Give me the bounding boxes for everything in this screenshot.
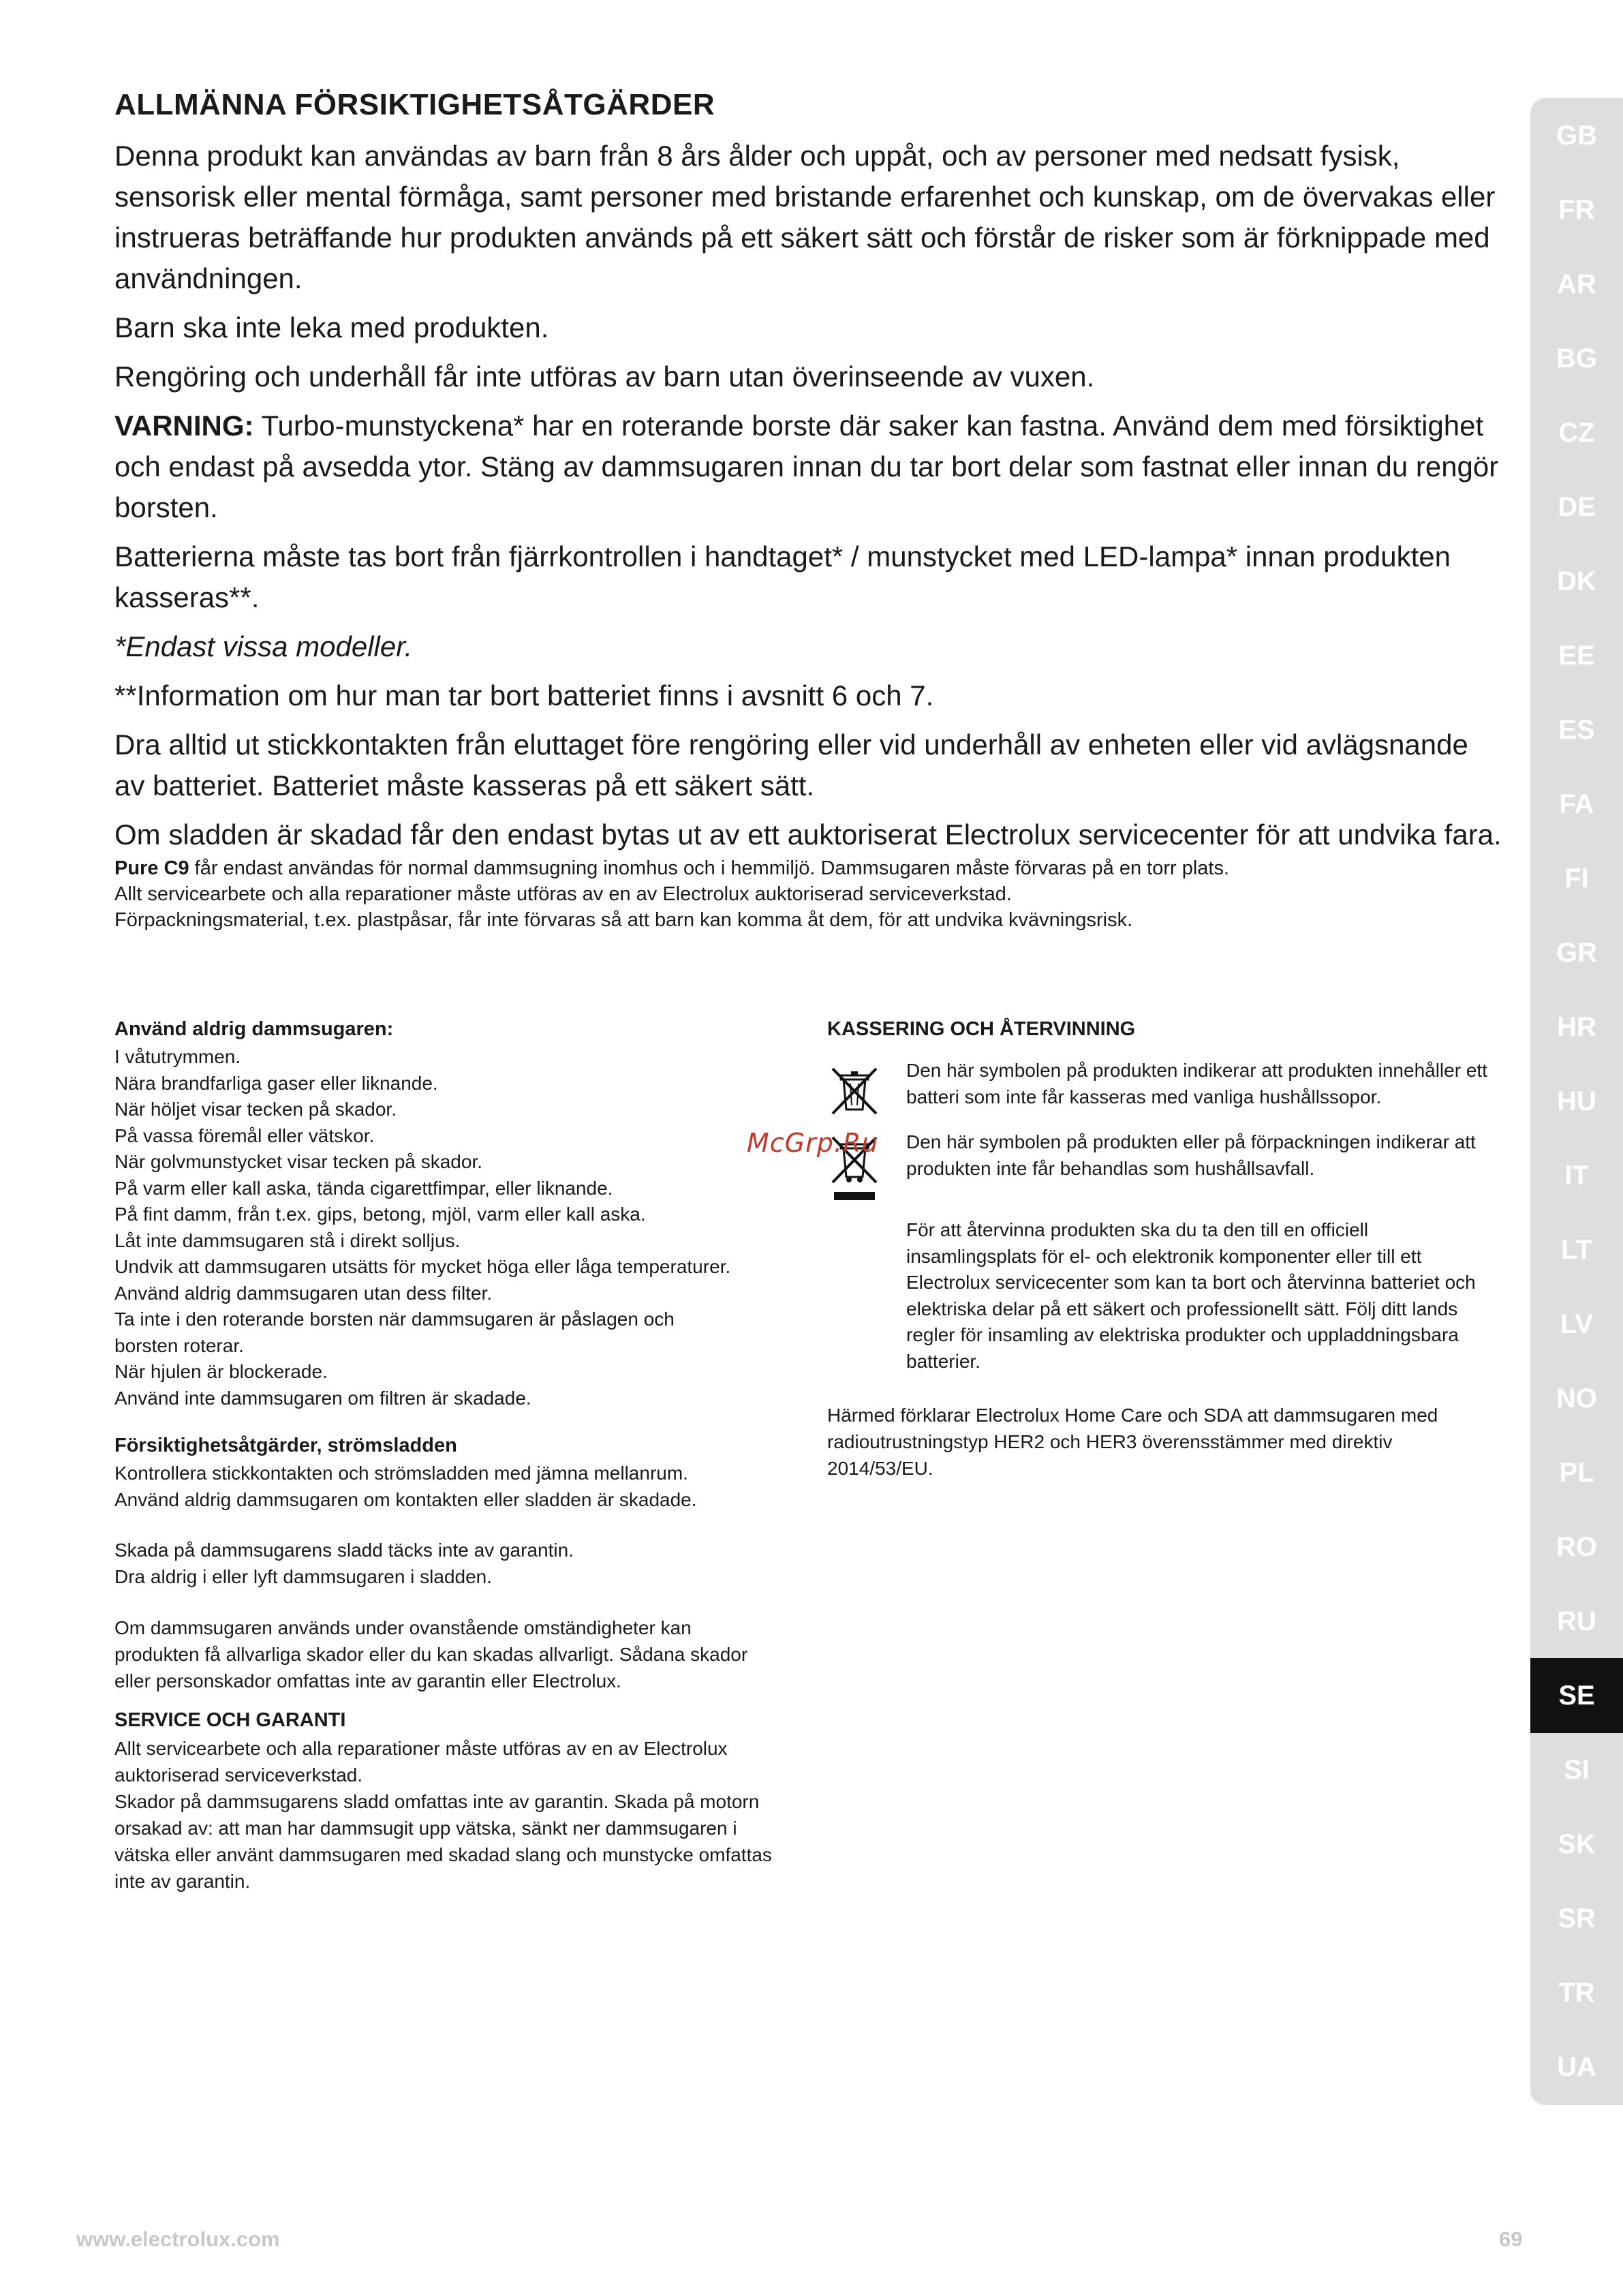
cord-precautions-heading: Försiktighetsåtgärder, strömsladden [114, 1435, 457, 1456]
list-item: På varm eller kall aska, tända cigarettfimpar, eller liknande. [114, 1177, 613, 1199]
language-tab-gb[interactable]: GB [1556, 120, 1597, 151]
recycling-weee-text: Den här symbolen på produkten eller på förpackningen indikerar att produkten inte får behandlas som hushållsavfall. [906, 1131, 1476, 1179]
page-number: 69 [1499, 2227, 1523, 2251]
list-item: När golvmunstycket visar tecken på skador. [114, 1151, 483, 1172]
paragraph-children-play: Barn ska inte leka med produkten. [114, 311, 549, 343]
warning-text: Turbo-munstyckena* har en roterande borste där saker kan fastna. Använd dem med försiktighet och endast på avsedda ytor. Stäng av dammsugaren innan du tar bort delar som fastnat eller innan du rengör borsten. [114, 409, 1499, 523]
service-paragraph: Allt servicearbete och alla reparationer måste utföras av en av Electrolux auktoriserad serviceverkstad. [114, 1738, 728, 1786]
language-tab-gr[interactable]: GR [1556, 937, 1597, 968]
left-column [114, 1015, 809, 1895]
list-item: Dra aldrig i eller lyft dammsugaren i sladden. [114, 1565, 493, 1587]
language-tab-sk[interactable]: SK [1558, 1828, 1596, 1859]
declaration-of-conformity: Härmed förklarar Electrolux Home Care och SDA att dammsugaren med radioutrustningstyp HER2 och HER3 överensstämmer med direktiv 2014/53/EU. [827, 1405, 1438, 1479]
list-item: Kontrollera stickkontakten och strömsladden med jämna mellanrum. [114, 1463, 688, 1484]
note-pure-c9-text: får endast användas för normal dammsugning inomhus och i hemmiljö. Dammsugaren måste förvaras på en torr plats. [189, 857, 1230, 879]
paragraph-some-models: *Endast vissa modeller. [114, 630, 413, 662]
paragraph-warning [114, 405, 1504, 528]
warranty-paragraph: Skador på dammsugarens sladd omfattas inte av garantin. Skada på motorn orsakad av: att man har dammsugit upp vätska, sänkt ner dammsugaren i vätska eller använt dammsugaren med skadad slang och munstycke omfattas inte av garantin. [114, 1791, 772, 1892]
list-item: Undvik att dammsugaren utsätts för mycket höga eller låga temperaturer. [114, 1256, 731, 1277]
language-tab-fi[interactable]: FI [1564, 863, 1589, 893]
paragraph-battery-info: **Information om hur man tar bort batteriet finns i avsnitt 6 och 7. [114, 679, 934, 711]
language-tab-fa[interactable]: FA [1559, 789, 1594, 819]
recycling-heading: KASSERING OCH ÅTERVINNING [827, 1018, 1136, 1040]
language-tab-sr[interactable]: SR [1558, 1903, 1596, 1933]
note-service: Allt servicearbete och alla reparationer måste utföras av en av Electrolux auktoriserad serviceverkstad. [114, 883, 1012, 905]
recycling-battery-text: Den här symbolen på produkten indikerar att produkten innehåller ett batteri som inte får kasseras med vanliga hushållssopor. [906, 1060, 1487, 1107]
language-tab-lt[interactable]: LT [1561, 1234, 1592, 1265]
small-notes [114, 855, 1504, 933]
note-pure-c9 [114, 855, 1504, 881]
never-use-list [114, 1044, 809, 1411]
note-packaging: Förpackningsmaterial, t.ex. plastpåsar, får inte förvaras så att barn kan komma åt dem, för att undvika kvävningsrisk. [114, 908, 1133, 931]
paragraph-cleaning: Rengöring och underhåll får inte utföras av barn utan överinseende av vuxen. [114, 360, 1095, 393]
paragraph-unplug: Dra alltid ut stickkontakten från eluttaget före rengöring eller vid underhåll av enheten eller vid avlägsnande av batteriet. Batteriet måste kasseras på ett säkert sätt. [114, 728, 1468, 801]
damage-warning-paragraph: Om dammsugaren används under ovanstående omständigheter kan produkten få allvarliga skador eller du kan skadas allvarligt. Sådana skador eller personskador omfattas inte av garantin eller Electrolux. [114, 1617, 748, 1692]
list-item: Använd aldrig dammsugaren utan dess filter. [114, 1282, 493, 1304]
language-tab-ua[interactable]: UA [1557, 2051, 1596, 2082]
language-tab-se-active[interactable]: SE [1530, 1658, 1623, 1733]
list-item: Använd aldrig dammsugaren om kontakten eller sladden är skadade. [114, 1488, 697, 1510]
language-tab-pl[interactable]: PL [1559, 1457, 1594, 1488]
language-tab-es[interactable]: ES [1558, 714, 1595, 745]
list-item: Använd inte dammsugaren om filtren är skadade. [114, 1387, 531, 1409]
right-column [827, 1015, 1502, 1482]
list-item: Låt inte dammsugaren stå i direkt solljus. [114, 1229, 461, 1251]
recycling-weee-row [827, 1129, 1502, 1206]
language-tab-ru[interactable]: RU [1557, 1606, 1596, 1636]
paragraph-cord-damage: Om sladden är skadad får den endast bytas ut av ett auktoriserat Electrolux servicecenter för att undvika fara. [114, 818, 1502, 851]
watermark: McGrp.Ru [747, 1128, 879, 1158]
cord-warranty-list [114, 1537, 809, 1590]
service-warranty-heading: SERVICE OCH GARANTI [114, 1709, 346, 1731]
language-sidebar [1530, 98, 1623, 2105]
language-tab-bg[interactable]: BG [1556, 343, 1597, 373]
language-tab-dk[interactable]: DK [1557, 566, 1596, 596]
list-item: När höljet visar tecken på skador. [114, 1099, 397, 1120]
list-item: På vassa föremål eller vätskor. [114, 1124, 375, 1146]
list-item: I våtutrymmen. [114, 1046, 241, 1067]
language-tab-it[interactable]: IT [1564, 1160, 1589, 1191]
crossed-bin-battery-icon [827, 1058, 895, 1121]
recycling-instructions: För att återvinna produkten ska du ta den till en officiell insamlingsplats för el- och elektronik komponenter eller till ett Electrolux servicecenter som kan ta bort och återvinna batteriet och elektriska delar på ett säkert och professionellt sätt. Följ ditt lands regler för insamling av elektriska produkter och uppladdningsbara batterier. [906, 1219, 1476, 1372]
list-item: Ta inte i den roterande borsten när dammsugaren är påslagen och borsten roterar. [114, 1308, 675, 1356]
language-tab-si[interactable]: SI [1564, 1754, 1590, 1785]
list-item: När hjulen är blockerade. [114, 1361, 328, 1382]
language-tab-cz[interactable]: CZ [1558, 417, 1595, 448]
never-use-heading: Använd aldrig dammsugaren: [114, 1018, 394, 1040]
list-item: Skada på dammsugarens sladd täcks inte av garantin. [114, 1540, 574, 1561]
language-tab-lv[interactable]: LV [1560, 1308, 1594, 1339]
general-precautions-section [114, 87, 1504, 933]
language-tab-hu[interactable]: HU [1557, 1086, 1596, 1116]
language-tab-hr[interactable]: HR [1557, 1011, 1596, 1042]
warning-label: VARNING: [114, 409, 254, 442]
list-item: Nära brandfarliga gaser eller liknande. [114, 1072, 438, 1094]
recycling-battery-row [827, 1058, 1502, 1121]
paragraph-batteries: Batterierna måste tas bort från fjärrkontrollen i handtaget* / munstycket med LED-lampa* innan produkten kasseras**. [114, 540, 1451, 613]
language-tab-no[interactable]: NO [1556, 1383, 1597, 1413]
page-title: ALLMÄNNA FÖRSIKTIGHETSÅTGÄRDER [114, 88, 715, 121]
language-tab-de[interactable]: DE [1558, 491, 1596, 522]
language-tab-ee[interactable]: EE [1558, 640, 1595, 671]
footer-website-link[interactable]: www.electrolux.com [76, 2227, 280, 2251]
language-tab-fr[interactable]: FR [1558, 194, 1595, 225]
language-tab-ar[interactable]: AR [1557, 269, 1596, 299]
list-item: På fint damm, från t.ex. gips, betong, mjöl, varm eller kall aska. [114, 1204, 646, 1225]
language-tab-ro[interactable]: RO [1556, 1531, 1597, 1562]
language-tab-tr[interactable]: TR [1558, 1977, 1595, 2008]
paragraph-children-usage: Denna produkt kan användas av barn från 8 års ålder och uppåt, och av personer med nedsatt fysisk, sensorisk eller mental förmåga, samt personer med bristande erfarenhet och kunskap, om de övervakas eller instrueras beträffande hur produkten används på ett säkert sätt och förstår de risker som är förknippade med användningen. [114, 139, 1496, 294]
cord-precautions-list [114, 1460, 809, 1513]
model-name: Pure C9 [114, 857, 189, 879]
